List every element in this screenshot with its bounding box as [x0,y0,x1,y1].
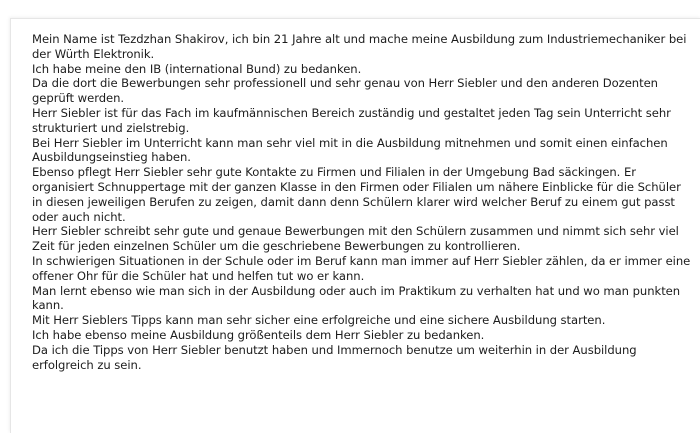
paragraph: Da ich die Tipps von Herr Siebler benutzt haben und Immernoch benutze um weiterhin in der Ausbildung erfolgreich zu sein. [32,342,637,372]
paragraph: Man lernt ebenso wie man sich in der Ausbildung oder auch im Praktikum zu verhalten hat und wo man punkten kann. [32,283,681,313]
document-body [32,32,694,372]
paragraph: Herr Siebler ist für das Fach im kaufmännischen Bereich zuständig und gestaltet jeden Tag sein Unterricht sehr strukturiert und zielstrebig. [32,105,671,135]
paragraph: Bei Herr Siebler im Unterricht kann man sehr viel mit in die Ausbildung mitnehmen und somit einen einfachen Ausbildungseinstieg haben. [32,135,668,165]
paragraph: Ich habe ebenso meine Ausbildung größenteils dem Herr Siebler zu bedanken. [32,327,485,342]
paragraph: Ebenso pflegt Herr Siebler sehr gute Kontakte zu Firmen und Filialen in der Umgebung Bad säckingen. Er organisiert Schnuppertage mit der ganzen Klasse in den Firmen oder Filialen um nähere Einblicke für die Schüler in diesen jeweiligen Berufen zu zeigen, damit dann denn Schülern klarer wird welcher Beruf zu einem gut passt oder auch nicht. [32,165,681,224]
paragraph: Da die dort die Bewerbungen sehr professionell und sehr genau von Herr Siebler und den anderen Dozenten geprüft werden. [32,76,658,106]
paragraph: In schwierigen Situationen in der Schule oder im Beruf kann man immer auf Herr Siebler zählen, da er immer eine offener Ohr für die Schüler hat und helfen tut wo er kann. [32,253,691,283]
paragraph: Ich habe meine den IB (international Bund) zu bedanken. [32,61,362,76]
paragraph: Mit Herr Sieblers Tipps kann man sehr sicher eine erfolgreiche und eine sichere Ausbildung starten. [32,313,606,328]
paragraph: Mein Name ist Tezdzhan Shakirov, ich bin 21 Jahre alt und mache meine Ausbildung zum Industriemechaniker bei der Würth Elektronik. [32,32,687,61]
paragraph: Herr Siebler schreibt sehr gute und genaue Bewerbungen mit den Schülern zusammen und nimmt sich sehr viel Zeit für jeden einzelnen Schüler um die geschriebene Bewerbungen zu kontrollieren. [32,224,679,254]
